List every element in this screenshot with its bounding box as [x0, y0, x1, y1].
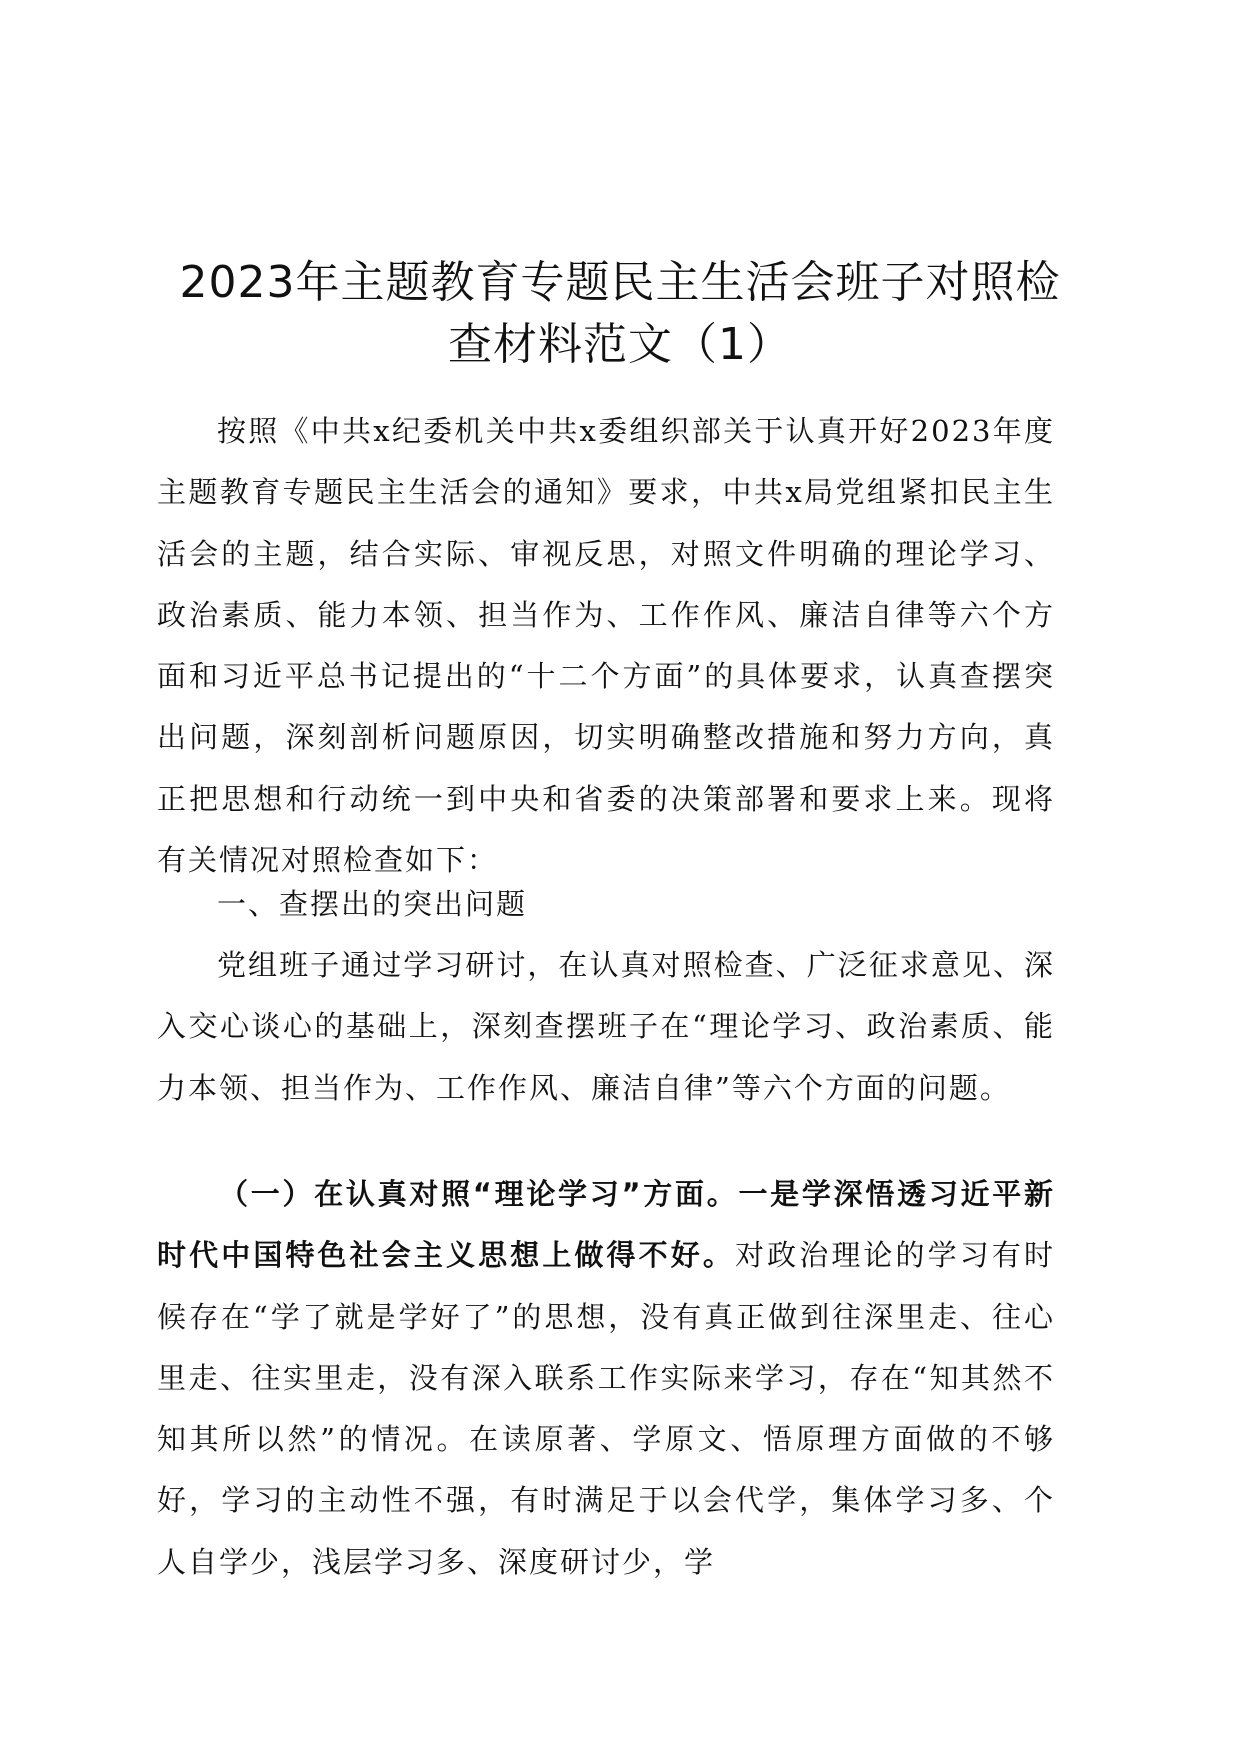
subsection-paragraph-theory-study — [157, 1164, 1055, 1593]
subsection-body-text: 对政治理论的学习有时候存在“学了就是学好了”的思想，没有真正做到往深里走、往心里走、往实里走，没有深入联系工作实际来学习，存在“知其然不知其所以然”的情况。在读原著、学原文、悟原理方面做的不够好，学习的主动性不强，有时满足于以会代学，集体学习多、个人自学少，浅层学习多、深度研讨少，学 — [157, 1238, 1055, 1579]
section-heading-problems: 一、查摆出的突出问题 — [217, 887, 528, 921]
document-title — [150, 252, 1090, 376]
title-line-2: 查材料范文（1） — [448, 319, 792, 370]
subsection-bold-lead: （一）在认真对照“理论学习”方面。一是学深悟透习近平新时代中国特色社会主义思想上做得不好。 — [157, 1177, 1055, 1273]
title-line-1: 2023年主题教育专题民主生活会班子对照检 — [179, 257, 1061, 308]
section-paragraph-problems: 党组班子通过学习研讨，在认真对照检查、广泛征求意见、深入交心谈心的基础上，深刻查摆班子在“理论学习、政治素质、能力本领、担当作为、工作作风、廉洁自律”等六个方面的问题。 — [157, 948, 1055, 1105]
intro-paragraph: 按照《中共x纪委机关中共x委组织部关于认真开好2023年度主题教育专题民主生活会的通知》要求，中共x局党组紧扣民主生活会的主题，结合实际、审视反思，对照文件明确的理论学习、政治素质、能力本领、担当作为、工作作风、廉洁自律等六个方面和习近平总书记提出的“十二个方面”的具体要求，认真查摆突出问题，深刻剖析问题原因，切实明确整改措施和努力方向，真正把思想和行动统一到中央和省委的决策部署和要求上来。现将有关情况对照检查如下： — [157, 414, 1055, 878]
